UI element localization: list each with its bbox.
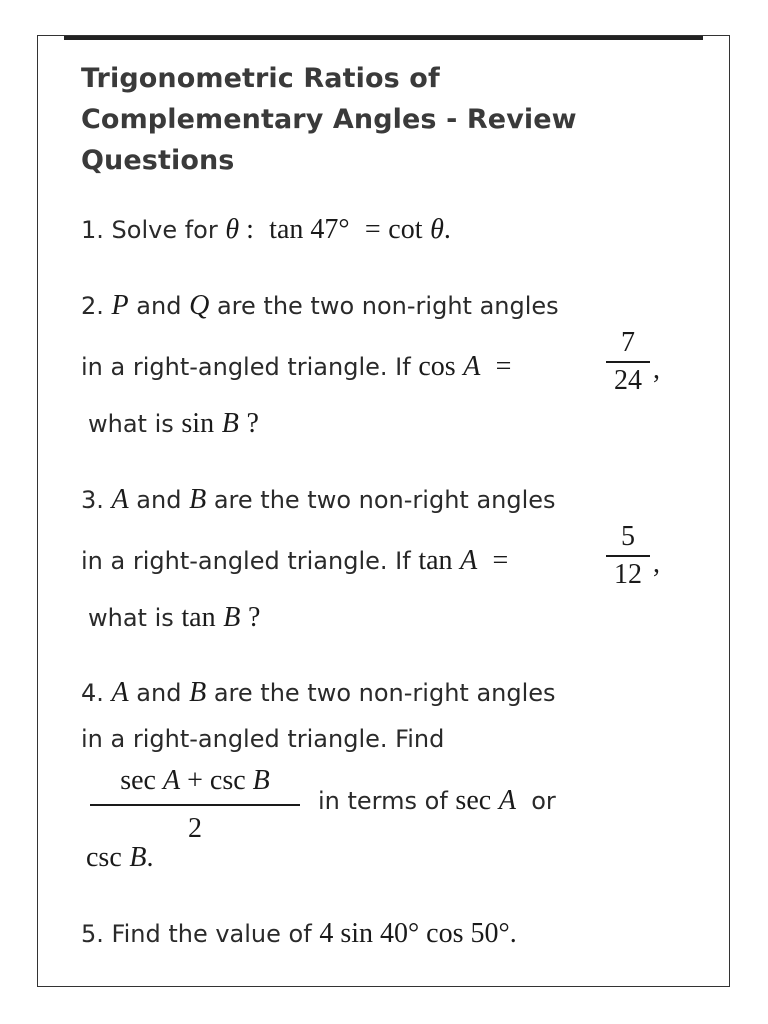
q2-fraction (606, 328, 650, 396)
q2-question-mark: ? (246, 408, 259, 439)
q3-ask-func: tan (181, 602, 216, 633)
q1-expr-right: cot (388, 214, 423, 245)
question-4-line-1 (81, 677, 556, 709)
q1-end: . (443, 214, 451, 245)
q3-what-is: what is (88, 604, 174, 632)
q1-label: 1. Solve for (81, 216, 218, 244)
q3-line2-text: in a right-angled triangle. If (81, 547, 411, 575)
q4-terms-of (318, 785, 556, 817)
q2-equals: = (495, 351, 512, 382)
q4-number: 4. (81, 679, 104, 707)
q4-fraction-numerator (90, 766, 300, 796)
q2-var-q: Q (189, 290, 210, 321)
question-3-line-3 (88, 602, 260, 634)
q3-comma: , (653, 548, 660, 579)
top-rule (64, 36, 703, 40)
q1-expr-left: tan 47° (269, 214, 350, 245)
q4-line1-rest: are the two non-right angles (213, 679, 556, 707)
q4-num-var-a: A (162, 765, 181, 796)
q3-var-b: B (189, 484, 207, 515)
q3-fraction-numerator: 5 (621, 521, 635, 552)
q2-fraction-denominator: 24 (614, 364, 642, 396)
q4-var-a: A (111, 677, 129, 708)
q4-and: and (136, 679, 182, 707)
question-2-line-2 (81, 351, 511, 383)
q4-terms-text: in terms of (318, 787, 448, 815)
q2-and: and (136, 292, 182, 320)
question-1 (81, 214, 451, 246)
q4-fraction-denominator: 2 (188, 812, 202, 844)
q4-terms-var: A (498, 785, 516, 816)
question-2-line-1 (81, 290, 559, 322)
q2-fraction-bar (606, 361, 650, 363)
q3-func-var: A (460, 545, 478, 576)
q3-ask-var: B (223, 602, 241, 633)
page-title: Trigonometric Ratios of Complementary Angles - Review Questions (81, 63, 577, 176)
q4-num-var-b: B (252, 765, 270, 796)
review-questions-card (37, 35, 730, 987)
question-3-line-1 (81, 484, 556, 516)
q3-question-mark: ? (248, 602, 261, 633)
q2-var-a: A (463, 351, 481, 382)
q2-ask-func: sin (181, 408, 215, 439)
q2-func: cos (418, 351, 456, 382)
q3-equals: = (492, 545, 509, 576)
q4-or: or (531, 787, 556, 815)
question-5 (81, 918, 517, 950)
q2-number: 2. (81, 292, 104, 320)
question-2-line-3 (88, 408, 259, 440)
q3-and: and (136, 486, 182, 514)
q1-theta-right: θ (430, 214, 444, 245)
q3-var-a: A (111, 484, 129, 515)
q1-equals: = (364, 214, 381, 245)
q5-expression: 4 sin 40° cos 50° (319, 918, 510, 949)
q5-label: 5. Find the value of (81, 920, 312, 948)
q3-func: tan (418, 545, 453, 576)
q2-line1-rest: are the two non-right angles (216, 292, 559, 320)
q4-num-sec: sec (120, 765, 156, 796)
q4-var-b: B (189, 677, 207, 708)
question-3-line-2 (81, 545, 508, 577)
q3-fraction (606, 522, 650, 590)
q2-comma: , (653, 354, 660, 385)
question-4-line-2 (81, 725, 444, 753)
q1-theta: θ (225, 214, 240, 245)
question-4-line-4 (86, 842, 154, 874)
q2-var-p: P (111, 290, 129, 321)
q4-terms-func: sec (455, 785, 492, 816)
q5-end: . (509, 918, 517, 949)
q2-what-is: what is (88, 410, 174, 438)
q4-line2-text: in a right-angled triangle. Find (81, 725, 445, 753)
q2-line2-text: in a right-angled triangle. If (81, 353, 411, 381)
q4-last-end: . (146, 842, 154, 873)
q3-fraction-denominator: 12 (614, 558, 642, 590)
q4-fraction-bar (90, 804, 300, 806)
q4-num-csc: csc (209, 765, 246, 796)
q3-line1-rest: are the two non-right angles (213, 486, 556, 514)
q4-last-var: B (129, 842, 147, 873)
q3-number: 3. (81, 486, 104, 514)
q4-num-plus: + (187, 765, 203, 796)
q3-fraction-bar (606, 555, 650, 557)
q4-fraction (90, 766, 300, 844)
q2-ask-var: B (221, 408, 239, 439)
q1-colon: : (239, 214, 254, 245)
q2-fraction-numerator: 7 (621, 327, 635, 358)
q4-last-func: csc (86, 842, 122, 873)
